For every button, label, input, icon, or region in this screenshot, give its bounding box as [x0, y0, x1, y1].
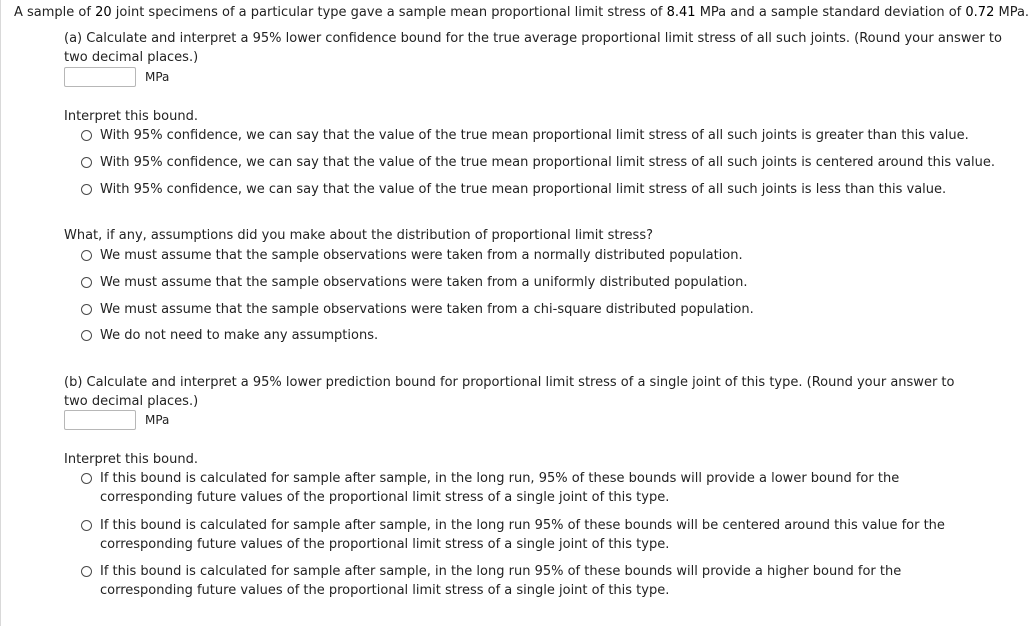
- part-b-interpret-label: Interpret this bound.: [64, 452, 198, 467]
- assumption-option-2[interactable]: [81, 274, 747, 292]
- option-label: We do not need to make any assumptions.: [100, 328, 379, 343]
- option-label: We must assume that the sample observations were taken from a chi-square distributed population.: [100, 302, 754, 317]
- sample-size: 20: [95, 5, 112, 20]
- option-label: We must assume that the sample observations were taken from a normally distributed population.: [100, 248, 743, 263]
- option-label: If this bound is calculated for sample after sample, in the long run 95% of these bounds will provide a higher bound for the corresponding future values of the proportional limit stress of a single joint of this type.: [100, 564, 902, 598]
- part-a-option-1[interactable]: [81, 127, 969, 145]
- option-label: If this bound is calculated for sample after sample, in the long run 95% of these bounds will be centered around this value for the corresponding future values of the proportional limit stress of a single joint of this type.: [100, 518, 945, 552]
- intro-text-2: joint specimens of a particular type gave a sample mean proportional limit stress of: [111, 5, 667, 20]
- radio-button[interactable]: [81, 184, 92, 195]
- sample-sd: 0.72: [965, 5, 995, 20]
- assumption-option-1[interactable]: [81, 247, 743, 265]
- intro-text-4: MPa.: [994, 5, 1029, 20]
- part-b-option-1[interactable]: [81, 470, 980, 507]
- intro-text-1: A sample of: [14, 5, 96, 20]
- sample-mean: 8.41: [666, 5, 696, 20]
- part-b-option-2[interactable]: [81, 517, 945, 554]
- assumptions-question: What, if any, assumptions did you make about the distribution of proportional limit stress?: [64, 228, 653, 243]
- part-a-option-2[interactable]: [81, 154, 995, 172]
- assumption-option-4[interactable]: [81, 327, 378, 345]
- part-a-answer-input[interactable]: [64, 67, 136, 87]
- radio-button[interactable]: [81, 473, 92, 484]
- problem-statement: [14, 5, 1029, 21]
- radio-button[interactable]: [81, 250, 92, 261]
- part-a-question: (a) Calculate and interpret a 95% lower confidence bound for the true average proportional limit stress of all such joints. (Round your answer to two decimal places.): [64, 31, 1002, 65]
- radio-button[interactable]: [81, 330, 92, 341]
- radio-button[interactable]: [81, 130, 92, 141]
- assumption-option-3[interactable]: [81, 301, 754, 319]
- radio-button[interactable]: [81, 157, 92, 168]
- intro-text-3: MPa and a sample standard deviation of: [695, 5, 966, 20]
- part-a-unit: MPa: [145, 70, 170, 84]
- option-label: With 95% confidence, we can say that the value of the true mean proportional limit stress of all such joints is greater than this value.: [100, 128, 969, 143]
- part-b-question: (b) Calculate and interpret a 95% lower prediction bound for proportional limit stress of a single joint of this type. (Round your answer to two decimal places.): [64, 375, 955, 409]
- radio-button[interactable]: [81, 304, 92, 315]
- option-label: With 95% confidence, we can say that the value of the true mean proportional limit stress of all such joints is centered around this value.: [100, 155, 995, 170]
- option-label: We must assume that the sample observations were taken from a uniformly distributed population.: [100, 275, 748, 290]
- part-a-option-3[interactable]: [81, 181, 946, 199]
- radio-button[interactable]: [81, 566, 92, 577]
- part-b-unit: MPa: [145, 413, 170, 427]
- part-b-answer-input[interactable]: [64, 410, 136, 430]
- part-b-option-3[interactable]: [81, 563, 980, 600]
- option-label: If this bound is calculated for sample after sample, in the long run, 95% of these bounds will provide a lower bound for the corresponding future values of the proportional limit stress of a single joint of this type.: [100, 471, 900, 505]
- part-a-interpret-label: Interpret this bound.: [64, 109, 198, 124]
- radio-button[interactable]: [81, 277, 92, 288]
- option-label: With 95% confidence, we can say that the value of the true mean proportional limit stress of all such joints is less than this value.: [100, 182, 947, 197]
- radio-button[interactable]: [81, 520, 92, 531]
